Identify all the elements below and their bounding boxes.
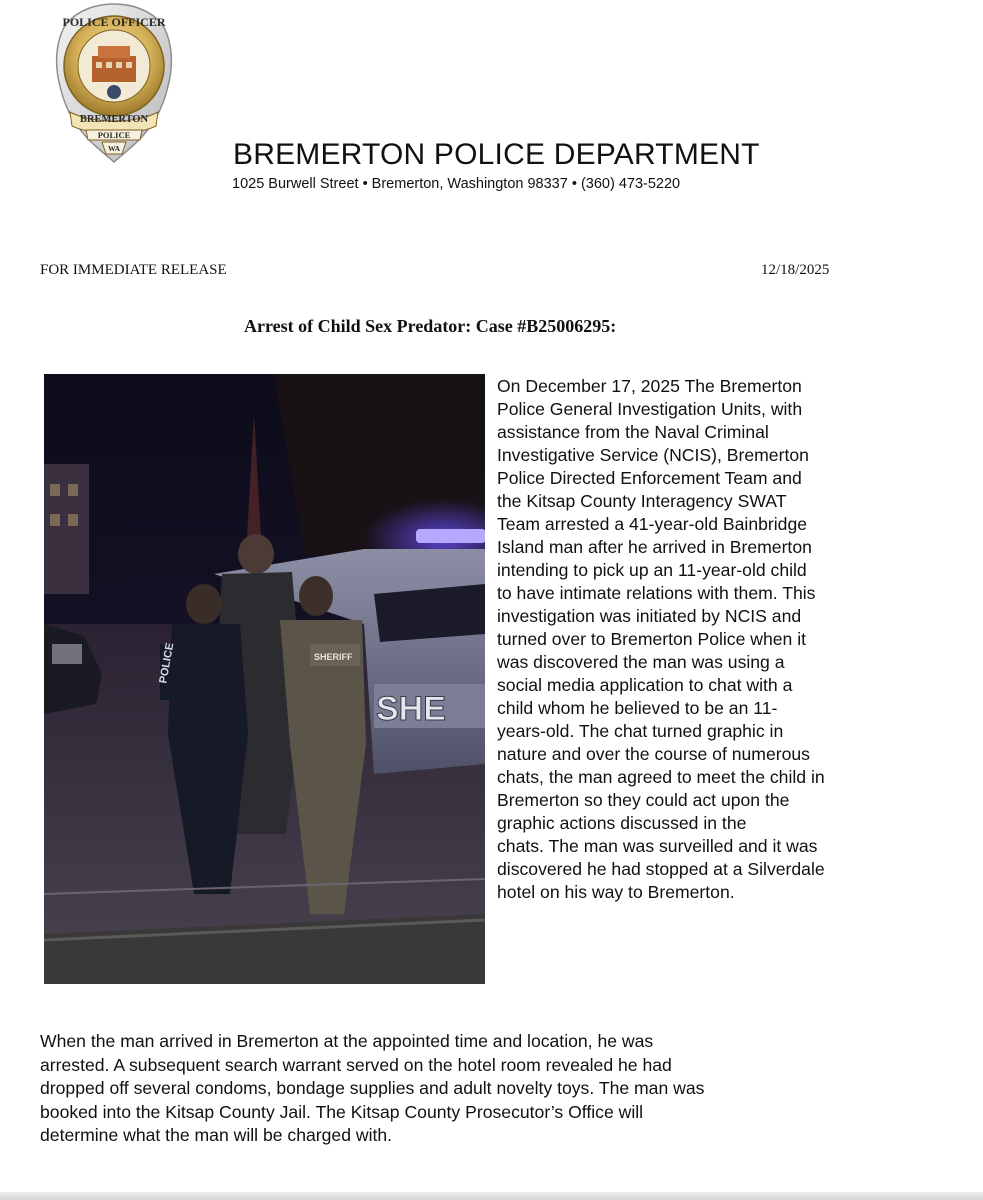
arrest-photo <box>44 374 485 984</box>
paragraph-line: Bremerton so they could act upon the <box>497 790 790 810</box>
paragraph-line: dropped off several condoms, bondage supplies and adult novelty toys. The man was <box>40 1078 705 1098</box>
paragraph-line: Police Directed Enforcement Team and <box>497 468 802 488</box>
paragraph-line: nature and over the course of numerous <box>497 744 810 764</box>
paragraph-line: When the man arrived in Bremerton at the appointed time and location, he was <box>40 1031 654 1051</box>
paragraph-line: intending to pick up an 11-year-old child <box>497 560 807 580</box>
badge-banner-text: POLICE <box>97 130 131 140</box>
paragraph-line: Team arrested a 41-year-old Bainbridge <box>497 514 808 534</box>
vehicle-door-text: SHE <box>376 690 446 728</box>
paragraph-line: arrested. A subsequent search warrant served on the hotel room revealed he had <box>40 1054 672 1075</box>
paragraph-line: discovered he had stopped at a Silverdale <box>497 859 825 879</box>
paragraph-line: determine what the man will be charged with. <box>40 1125 393 1145</box>
badge-emblem-icon <box>52 0 176 170</box>
case-title: Arrest of Child Sex Predator: Case #B25006295: <box>244 316 617 336</box>
officer-vest-sheriff-text: SHERIFF <box>314 652 353 662</box>
paragraph-line: child whom he believed to be an 11- <box>497 698 778 718</box>
paragraph-line: chats, the man agreed to meet the child in <box>497 767 825 787</box>
paragraph-line: was discovered the man was using a <box>497 652 785 672</box>
badge-ring-top-text: POLICE OFFICER <box>62 15 166 29</box>
body-paragraph-1 <box>497 375 967 904</box>
paragraph-line: turned over to Bremerton Police when it <box>497 629 807 649</box>
paragraph-line: graphic actions discussed in the <box>497 813 747 833</box>
paragraph-line: hotel on his way to Bremerton. <box>497 882 735 902</box>
paragraph-line: assistance from the Naval Criminal <box>497 422 769 442</box>
paragraph-line: to have intimate relations with them. This <box>497 583 816 603</box>
paragraph-line: social media application to chat with a <box>497 675 793 695</box>
paragraph-line: chats. The man was surveilled and it was <box>497 836 818 856</box>
page-bottom-edge <box>0 1192 983 1200</box>
police-badge-logo <box>52 0 176 170</box>
department-address: 1025 Burwell Street • Bremerton, Washington 98337 • (360) 473-5220 <box>232 176 681 192</box>
badge-ring-bottom-text: BREMERTON <box>79 114 149 125</box>
paragraph-line: years-old. The chat turned graphic in <box>497 721 784 741</box>
release-date: 12/18/2025 <box>761 262 830 278</box>
paragraph-line: Island man after he arrived in Bremerton <box>497 537 812 557</box>
paragraph-line: the Kitsap County Interagency SWAT <box>497 491 787 511</box>
paragraph-line: Investigative Service (NCIS), Bremerton <box>497 445 809 465</box>
paragraph-line: investigation was initiated by NCIS and <box>497 606 802 626</box>
badge-state-text: WA <box>107 144 121 153</box>
department-name: BREMERTON POLICE DEPARTMENT <box>233 138 760 171</box>
paragraph-line: On December 17, 2025 The Bremerton <box>497 376 802 396</box>
body-paragraph-2 <box>40 1030 960 1148</box>
officer-vest-police-text: POLICE <box>157 641 177 685</box>
paragraph-line: booked into the Kitsap County Jail. The Kitsap County Prosecutor’s Office will <box>40 1101 644 1122</box>
release-label: FOR IMMEDIATE RELEASE <box>40 262 227 278</box>
paragraph-line: Police General Investigation Units, with <box>497 399 803 419</box>
